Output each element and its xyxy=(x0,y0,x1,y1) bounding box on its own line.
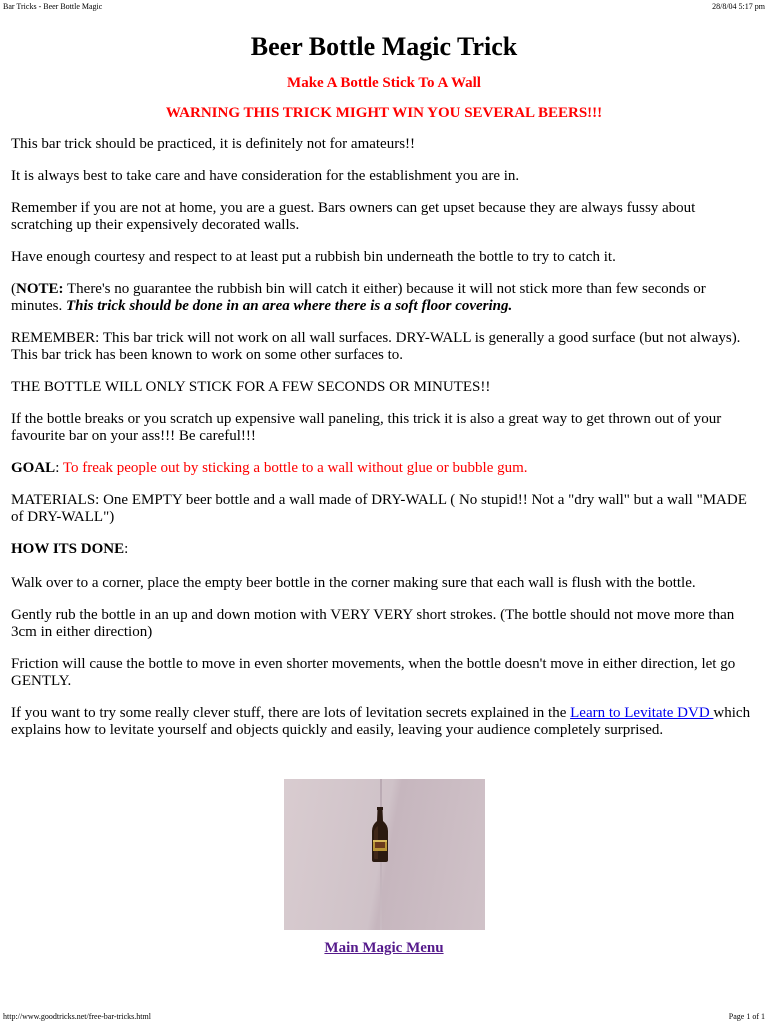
step-1-paragraph: Walk over to a corner, place the empty beer bottle in the corner making sure that each wall is flush with the bottle. xyxy=(11,575,696,591)
bin-paragraph: Have enough courtesy and respect to at least put a rubbish bin underneath the bottle to try to catch it. xyxy=(11,249,616,265)
print-footer-page: Page 1 of 1 xyxy=(728,1012,765,1021)
print-header xyxy=(0,0,768,14)
page-title: Beer Bottle Magic Trick xyxy=(250,32,518,61)
print-header-title: Bar Tricks - Beer Bottle Magic xyxy=(3,2,103,11)
levitation-paragraph xyxy=(11,705,757,739)
caps-paragraph: THE BOTTLE WILL ONLY STICK FOR A FEW SECONDS OR MINUTES!! xyxy=(11,379,491,395)
intro-paragraph: This bar trick should be practiced, it is definitely not for amateurs!! xyxy=(11,136,416,152)
step-3-paragraph: Friction will cause the bottle to move in even shorter movements, when the bottle doesn't move in either direction, let go GENTLY. xyxy=(11,656,736,689)
levitation-text-after: which explains how to levitate yourself and objects quickly and easily, leaving your audience completely surprised. xyxy=(11,705,751,738)
bottle-on-wall-photo xyxy=(284,779,485,930)
how-colon: : xyxy=(124,541,129,557)
how-heading xyxy=(11,541,757,558)
print-footer xyxy=(0,1010,768,1024)
levitation-text-before: If you want to try some really clever stuff, there are lots of levitation secrets explained in the xyxy=(11,705,571,721)
main-menu-nav xyxy=(0,940,768,957)
note-emphasis: This trick should be done in an area where there is a soft floor covering. xyxy=(66,298,513,314)
page-subtitle: Make A Bottle Stick To A Wall xyxy=(287,75,481,91)
print-footer-url: http://www.goodtricks.net/free-bar-tricks.html xyxy=(3,1012,151,1021)
article xyxy=(11,30,757,739)
note-paragraph xyxy=(11,281,757,315)
guest-paragraph: Remember if you are not at home, you are a guest. Bars owners can get upset because they are always fussy about scratching up their expensively decorated walls. xyxy=(11,200,696,233)
note-text: There's no guarantee the rubbish bin will catch it either) because it will not stick more than few seconds or minutes. xyxy=(11,281,706,314)
learn-to-levitate-dvd-link[interactable]: Learn to Levitate DVD xyxy=(570,705,714,721)
beer-bottle-icon xyxy=(368,807,392,863)
note-label: NOTE: xyxy=(16,281,64,297)
note-open: ( xyxy=(11,281,16,297)
materials-paragraph: MATERIALS: One EMPTY beer bottle and a wall made of DRY-WALL ( No stupid!! Not a "dry wall" but a wall "MADE of DRY-WALL") xyxy=(11,492,747,525)
care-paragraph: It is always best to take care and have consideration for the establishment you are in. xyxy=(11,168,520,184)
remember-paragraph: REMEMBER: This bar trick will not work on all wall surfaces. DRY-WALL is generally a good surface (but not always). This bar trick has been known to work on some other surfaces to. xyxy=(11,330,741,363)
goal-label: GOAL xyxy=(11,460,56,476)
print-header-datetime: 28/8/04 5:17 pm xyxy=(712,2,765,11)
step-2-paragraph: Gently rub the bottle in an up and down motion with VERY VERY short strokes. (The bottle should not move more than 3cm in either direction) xyxy=(11,607,735,640)
goal-text: To freak people out by sticking a bottle to a wall without glue or bubble gum. xyxy=(62,460,528,476)
goal-paragraph xyxy=(11,460,757,477)
breaks-paragraph: If the bottle breaks or you scratch up expensive wall paneling, this trick it is also a great way to get thrown out of your favourite bar on your ass!!! Be careful!!! xyxy=(11,411,722,444)
goal-colon: : xyxy=(55,460,63,476)
how-label: HOW ITS DONE xyxy=(11,541,125,557)
warning-banner: WARNING THIS TRICK MIGHT WIN YOU SEVERAL BEERS!!! xyxy=(165,105,603,121)
main-magic-menu-link[interactable]: Main Magic Menu xyxy=(324,940,444,956)
